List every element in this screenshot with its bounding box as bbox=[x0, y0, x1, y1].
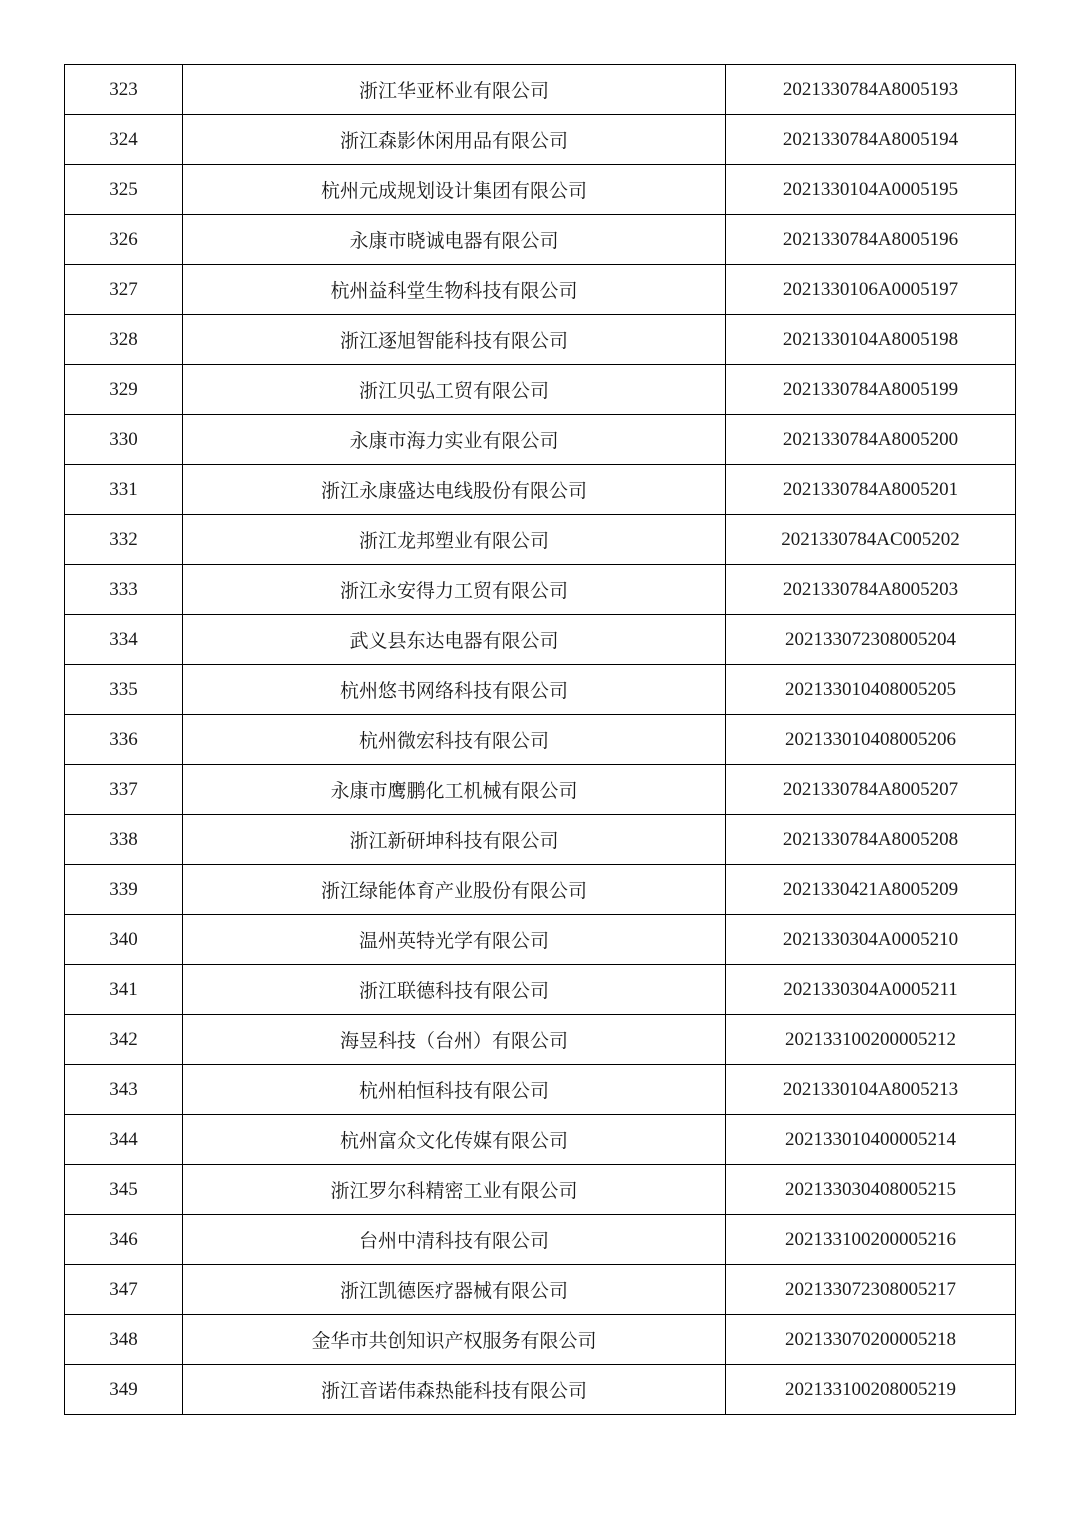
company-name: 武义县东达电器有限公司 bbox=[183, 615, 726, 665]
registration-code: 2021330784A8005203 bbox=[726, 565, 1016, 615]
registration-code: 202133010408005205 bbox=[726, 665, 1016, 715]
company-name: 浙江永安得力工贸有限公司 bbox=[183, 565, 726, 615]
row-number: 324 bbox=[65, 115, 183, 165]
registration-code: 2021330784AC005202 bbox=[726, 515, 1016, 565]
registration-code: 2021330784A8005193 bbox=[726, 65, 1016, 115]
registration-code: 202133072308005217 bbox=[726, 1265, 1016, 1315]
table-row bbox=[65, 1315, 1016, 1365]
row-number: 348 bbox=[65, 1315, 183, 1365]
registration-code: 2021330784A8005194 bbox=[726, 115, 1016, 165]
row-number: 323 bbox=[65, 65, 183, 115]
registration-code: 202133100208005219 bbox=[726, 1365, 1016, 1415]
table-row bbox=[65, 365, 1016, 415]
table-row bbox=[65, 1215, 1016, 1265]
table-row bbox=[65, 865, 1016, 915]
company-name: 浙江音诺伟森热能科技有限公司 bbox=[183, 1365, 726, 1415]
company-name: 浙江逐旭智能科技有限公司 bbox=[183, 315, 726, 365]
registration-code: 2021330784A8005196 bbox=[726, 215, 1016, 265]
row-number: 326 bbox=[65, 215, 183, 265]
row-number: 334 bbox=[65, 615, 183, 665]
row-number: 342 bbox=[65, 1015, 183, 1065]
registration-code: 202133030408005215 bbox=[726, 1165, 1016, 1215]
row-number: 328 bbox=[65, 315, 183, 365]
registration-code: 2021330106A0005197 bbox=[726, 265, 1016, 315]
registration-code: 2021330784A8005208 bbox=[726, 815, 1016, 865]
company-name: 浙江凯德医疗器械有限公司 bbox=[183, 1265, 726, 1315]
registration-code: 202133100200005212 bbox=[726, 1015, 1016, 1065]
row-number: 335 bbox=[65, 665, 183, 715]
row-number: 349 bbox=[65, 1365, 183, 1415]
table-row bbox=[65, 265, 1016, 315]
row-number: 331 bbox=[65, 465, 183, 515]
table-row bbox=[65, 315, 1016, 365]
table-row bbox=[65, 615, 1016, 665]
registration-code: 2021330784A8005199 bbox=[726, 365, 1016, 415]
row-number: 336 bbox=[65, 715, 183, 765]
registration-code: 202133100200005216 bbox=[726, 1215, 1016, 1265]
company-name: 浙江龙邦塑业有限公司 bbox=[183, 515, 726, 565]
table-row bbox=[65, 515, 1016, 565]
company-name: 浙江绿能体育产业股份有限公司 bbox=[183, 865, 726, 915]
company-name: 永康市晓诚电器有限公司 bbox=[183, 215, 726, 265]
table-row bbox=[65, 115, 1016, 165]
table-row bbox=[65, 1265, 1016, 1315]
company-name: 浙江森影休闲用品有限公司 bbox=[183, 115, 726, 165]
registration-table-body bbox=[65, 65, 1016, 1415]
row-number: 333 bbox=[65, 565, 183, 615]
company-name: 浙江贝弘工贸有限公司 bbox=[183, 365, 726, 415]
company-name: 杭州柏恒科技有限公司 bbox=[183, 1065, 726, 1115]
company-name: 永康市鹰鹏化工机械有限公司 bbox=[183, 765, 726, 815]
row-number: 338 bbox=[65, 815, 183, 865]
row-number: 327 bbox=[65, 265, 183, 315]
row-number: 345 bbox=[65, 1165, 183, 1215]
table-row bbox=[65, 165, 1016, 215]
table-row bbox=[65, 465, 1016, 515]
table-row bbox=[65, 815, 1016, 865]
row-number: 347 bbox=[65, 1265, 183, 1315]
company-name: 杭州悠书网络科技有限公司 bbox=[183, 665, 726, 715]
company-name: 浙江永康盛达电线股份有限公司 bbox=[183, 465, 726, 515]
registration-code: 2021330784A8005207 bbox=[726, 765, 1016, 815]
row-number: 340 bbox=[65, 915, 183, 965]
registration-code: 2021330104A8005198 bbox=[726, 315, 1016, 365]
table-row bbox=[65, 1365, 1016, 1415]
company-name: 浙江联德科技有限公司 bbox=[183, 965, 726, 1015]
table-row bbox=[65, 715, 1016, 765]
company-name: 杭州元成规划设计集团有限公司 bbox=[183, 165, 726, 215]
company-name: 台州中清科技有限公司 bbox=[183, 1215, 726, 1265]
registration-code: 202133010400005214 bbox=[726, 1115, 1016, 1165]
row-number: 346 bbox=[65, 1215, 183, 1265]
company-name: 杭州益科堂生物科技有限公司 bbox=[183, 265, 726, 315]
table-row bbox=[65, 965, 1016, 1015]
table-row bbox=[65, 765, 1016, 815]
registration-code: 2021330784A8005200 bbox=[726, 415, 1016, 465]
table-row bbox=[65, 665, 1016, 715]
table-row bbox=[65, 415, 1016, 465]
registration-table bbox=[64, 64, 1016, 1415]
registration-code: 202133072308005204 bbox=[726, 615, 1016, 665]
row-number: 330 bbox=[65, 415, 183, 465]
company-name: 金华市共创知识产权服务有限公司 bbox=[183, 1315, 726, 1365]
table-row bbox=[65, 1015, 1016, 1065]
registration-code: 202133010408005206 bbox=[726, 715, 1016, 765]
company-name: 浙江新研坤科技有限公司 bbox=[183, 815, 726, 865]
company-name: 温州英特光学有限公司 bbox=[183, 915, 726, 965]
table-row bbox=[65, 215, 1016, 265]
table-row bbox=[65, 565, 1016, 615]
table-row bbox=[65, 1115, 1016, 1165]
registration-code: 2021330104A8005213 bbox=[726, 1065, 1016, 1115]
registration-code: 2021330304A0005210 bbox=[726, 915, 1016, 965]
company-name: 海昱科技（台州）有限公司 bbox=[183, 1015, 726, 1065]
row-number: 329 bbox=[65, 365, 183, 415]
row-number: 341 bbox=[65, 965, 183, 1015]
company-name: 杭州富众文化传媒有限公司 bbox=[183, 1115, 726, 1165]
registration-code: 2021330784A8005201 bbox=[726, 465, 1016, 515]
row-number: 337 bbox=[65, 765, 183, 815]
registration-code: 2021330304A0005211 bbox=[726, 965, 1016, 1015]
registration-code: 2021330104A0005195 bbox=[726, 165, 1016, 215]
company-name: 浙江华亚杯业有限公司 bbox=[183, 65, 726, 115]
table-row bbox=[65, 1065, 1016, 1115]
row-number: 332 bbox=[65, 515, 183, 565]
table-row bbox=[65, 65, 1016, 115]
row-number: 343 bbox=[65, 1065, 183, 1115]
company-name: 永康市海力实业有限公司 bbox=[183, 415, 726, 465]
row-number: 344 bbox=[65, 1115, 183, 1165]
registration-code: 202133070200005218 bbox=[726, 1315, 1016, 1365]
table-row bbox=[65, 915, 1016, 965]
registration-code: 2021330421A8005209 bbox=[726, 865, 1016, 915]
table-row bbox=[65, 1165, 1016, 1215]
row-number: 325 bbox=[65, 165, 183, 215]
company-name: 杭州微宏科技有限公司 bbox=[183, 715, 726, 765]
row-number: 339 bbox=[65, 865, 183, 915]
company-name: 浙江罗尔科精密工业有限公司 bbox=[183, 1165, 726, 1215]
